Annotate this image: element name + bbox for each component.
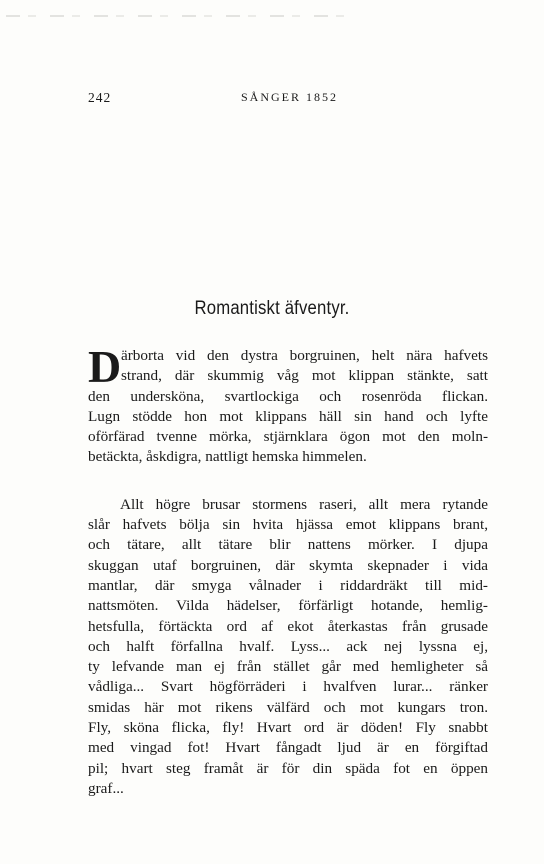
poem-title: Romantiskt äfventyr. [194,298,350,319]
text-line: strand, där skummig våg mot klippan stänkte, satt [121,367,488,385]
text-line: skuggan utaf borgruinen, där skymta skepnader i vida [88,556,488,574]
text-line: betäckta, åskdigra, nattligt hemska himmelen. [88,448,367,466]
paragraph-1 [88,341,488,468]
text-line: oförfärad tvenne mörka, stjärnklara ögon mot den moln- [88,428,488,446]
scan-edge-artifact [6,15,346,17]
text-line: smidas här mot rikens välfärd och mot kungars tron. [88,698,488,716]
text-line: hetsfulla, förtäckta ord af ekot återkastas från grusade [88,617,488,635]
text-line: ärborta vid den dystra borgruinen, helt nära hafvets [121,347,488,364]
text-line: graf... [88,779,124,797]
page-number: 242 [88,90,112,105]
text-line: mantlar, där smyga vålnader i riddardräkt till mid- [88,576,488,594]
text-line: med vingad fot! Hvart fångadt ljud är en förgiftad [88,739,488,757]
page-header [88,90,496,110]
text-line: och halft förfallna hvalf. Lyss... ack nej lyssna ej, [88,637,488,655]
text-line: pil; hvart steg framåt är för din späda fot en öppen [88,759,488,777]
drop-cap: D [88,341,122,392]
text-line: Lugn stödde hon mot klippans häll sin hand och lyfte [88,407,488,425]
text-line: Allt högre brusar stormens raseri, allt mera rytande [120,495,488,513]
text-line: vådliga... Svart högförräderi i hvalfven lurar... ränker [88,678,488,696]
text-line: slår hafvets bölja sin hvita hjässa emot klippans brant, [88,516,488,534]
text-line: ty lefvande man ej från stället går med hemligheter så [88,658,488,676]
text-line: den undersköna, svartlockiga och rosenröda flickan. [88,387,488,405]
text-line: Fly, sköna flicka, fly! Hvart ord är döden! Fly snabbt [88,719,488,737]
running-head: SÅNGER 1852 [241,90,339,104]
text-line: och tätare, allt tätare blir nattens mörker. I djupa [88,536,488,554]
poem-body [88,341,488,799]
paragraph-2 [88,495,488,799]
text-line: nattsmöten. Vilda hädelser, förfärligt hotande, hemlig- [88,597,488,615]
